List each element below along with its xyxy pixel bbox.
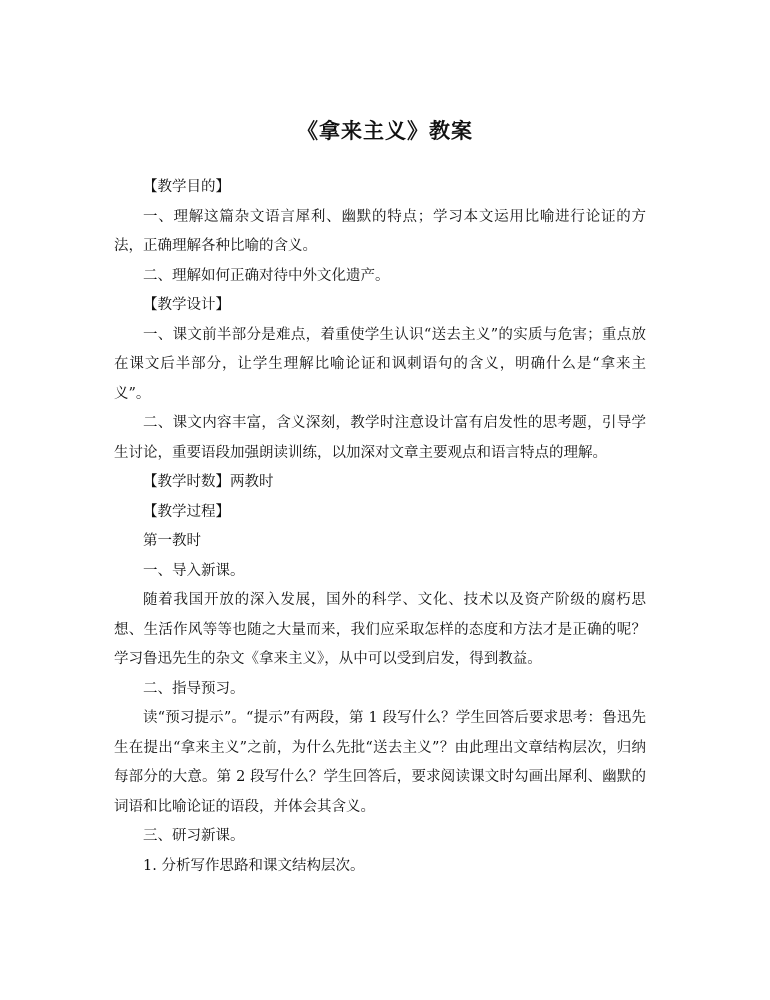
page-title: 《拿来主义》教案 — [297, 118, 473, 143]
paragraph: 二、指导预习。 — [143, 680, 245, 697]
paragraph: 一、理解这篇杂文语言犀利、幽默的特点；学习本文运用比喻进行论证的方法，正确理解各种比喻的含义。 — [114, 208, 646, 254]
paragraph: 二、理解如何正确对待中外文化遗产。 — [143, 267, 390, 284]
paragraph: 二、课文内容丰富，含义深刻，教学时注意设计富有启发性的思考题，引导学生讨论，重要语段加强朗读训练，以加深对文章主要观点和语言特点的理解。 — [114, 415, 646, 461]
section-heading: 【教学设计】 — [143, 297, 230, 313]
section-heading: 【教学时数】两教时 — [143, 474, 274, 490]
section-heading: 【教学目的】 — [143, 179, 230, 195]
paragraph: 一、导入新课。 — [143, 562, 245, 579]
paragraph: 1. 分析写作思路和课文结构层次。 — [143, 857, 365, 874]
document-body — [114, 173, 646, 881]
section-heading: 【教学过程】 — [143, 503, 230, 520]
paragraph: 读“预习提示”。“提示”有两段，第 1 段写什么？学生回答后要求思考：鲁迅先生在提出“拿来主义”之前，为什么先批“送去主义”？由此理出文章结构层次，归纳每部分的大意。第 2 段写什么？学生回答后，要求阅读课文时勾画出犀利、幽默的词语和比喻论证的语段，并体会其含义。 — [114, 710, 646, 815]
paragraph: 三、研习新课。 — [143, 828, 245, 844]
paragraph: 一、课文前半部分是难点，着重使学生认识“送去主义”的实质与危害；重点放在课文后半部分，让学生理解比喻论证和讽刺语句的含义，明确什么是“拿来主义”。 — [114, 326, 646, 402]
subheading: 第一教时 — [143, 533, 201, 549]
paragraph: 随着我国开放的深入发展，国外的科学、文化、技术以及资产阶级的腐朽思想、生活作风等等也随之大量而来，我们应采取怎样的态度和方法才是正确的呢？学习鲁迅先生的杂文《拿来主义》，从中可以受到启发，得到教益。 — [114, 592, 646, 667]
